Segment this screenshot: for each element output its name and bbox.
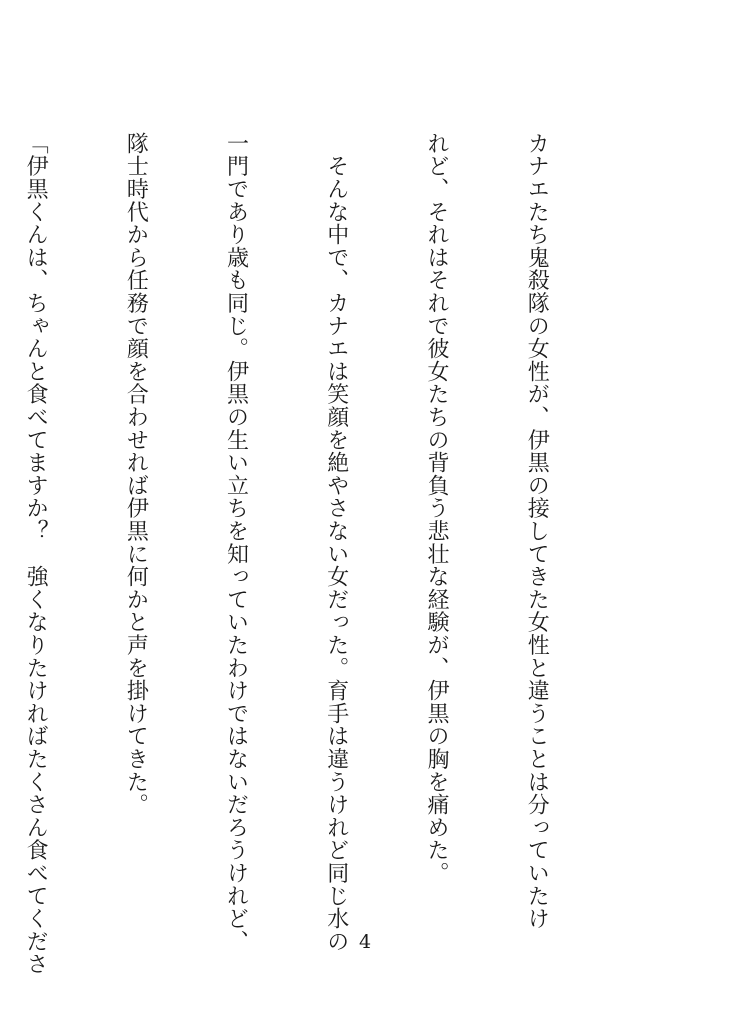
text-line: カナエたち鬼殺隊の女性が、伊黒の接してきた女性と違うことは分っていたけ	[524, 132, 550, 930]
text-line: そんな中で、カナエは笑顔を絶やさない女だった。育手は違うけれど同じ水の	[323, 132, 349, 953]
vertical-text-body	[0, 132, 620, 976]
text-line: 「伊黒くんは、ちゃんと食べてますか？ 強くなりたければたくさん食べてくださ	[23, 132, 49, 976]
text-line: 一門であり歳も同じ。伊黒の生い立ちを知っていたわけではないだろうけれど、	[223, 132, 249, 953]
text-line: れど、それはそれで彼女たちの背負う悲壮な経験が、伊黒の胸を痛めた。	[423, 132, 449, 885]
text-line: 隊士時代から任務で顔を合わせれば伊黒に何かと声を掛けてきた。	[123, 132, 149, 816]
page-number: 4	[358, 931, 372, 953]
